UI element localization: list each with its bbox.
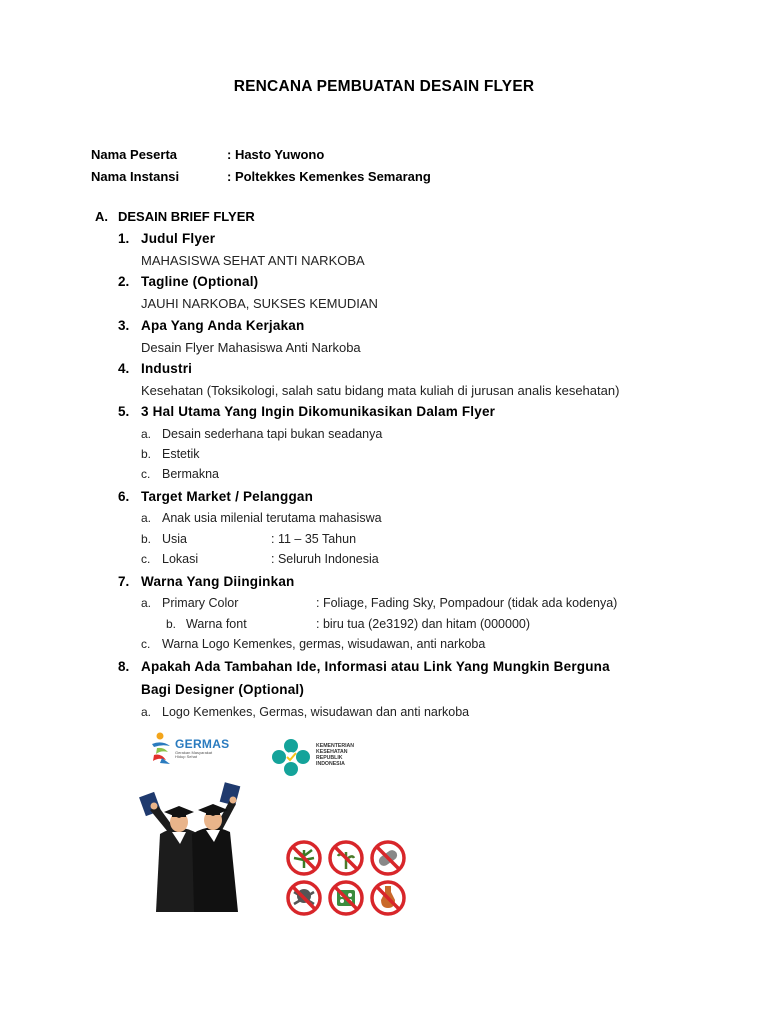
sub-value: : Foliage, Fading Sky, Pompadour (tidak ada kodenya)	[316, 596, 618, 610]
item-heading: Target Market / Pelanggan	[141, 489, 314, 504]
sub-letter: a.	[141, 705, 152, 719]
sub-letter: a.	[141, 511, 152, 525]
sub-text: Primary Color	[162, 596, 239, 610]
germas-wordmark: GERMAS	[175, 737, 230, 751]
item-text: Kesehatan (Toksikologi, salah satu bidang mata kuliah di jurusan analis kesehatan)	[141, 383, 620, 398]
item-heading: Apakah Ada Tambahan Ide, Informasi atau Link Yang Mungkin Berguna	[141, 659, 610, 674]
item-number: 4.	[118, 361, 130, 376]
participant-label: Nama Peserta	[91, 147, 177, 162]
sub-letter: a.	[141, 596, 152, 610]
item-text: JAUHI NARKOBA, SUKSES KEMUDIAN	[141, 296, 378, 311]
prohibit-tablets-icon	[330, 882, 362, 914]
sub-text: Estetik	[162, 447, 200, 461]
sub-value: : Seluruh Indonesia	[271, 552, 379, 566]
item-heading: Tagline (Optional)	[141, 274, 259, 289]
sub-text: Bermakna	[162, 467, 219, 481]
prohibit-bottle-icon	[372, 882, 404, 914]
item-number: 2.	[118, 274, 130, 289]
item-heading: Industri	[141, 361, 193, 376]
institution-label: Nama Instansi	[91, 169, 180, 184]
germas-tagline: Gerakan Masyarakat Hidup Sehat	[175, 750, 213, 759]
sub-text: Anak usia milenial terutama mahasiswa	[162, 511, 382, 525]
sub-letter: b.	[141, 532, 152, 546]
sub-letter: a.	[141, 427, 152, 441]
item-number: 1.	[118, 231, 130, 246]
germas-logo	[148, 730, 248, 766]
sub-text: Lokasi	[162, 552, 199, 566]
graduates-icon	[138, 770, 256, 912]
participant-value: : Hasto Yuwono	[227, 147, 325, 162]
prohibit-plant-icon	[330, 842, 362, 874]
item-heading-continued: Bagi Designer (Optional)	[141, 682, 305, 697]
section-title: DESAIN BRIEF FLYER	[118, 209, 255, 224]
item-number: 6.	[118, 489, 130, 504]
prohibit-skull-icon	[288, 882, 320, 914]
sub-value: : 11 – 35 Tahun	[271, 532, 357, 546]
item-number: 7.	[118, 574, 130, 589]
kemenkes-text: KEMENTERIAN KESEHATAN REPUBLIK INDONESIA	[316, 743, 355, 767]
sub-value: : biru tua (2e3192) dan hitam (000000)	[316, 617, 531, 631]
section-letter: A.	[95, 209, 108, 224]
item-text: Desain Flyer Mahasiswa Anti Narkoba	[141, 340, 361, 355]
anti-narkoba-signs	[284, 838, 410, 918]
prohibit-cannabis-icon	[288, 842, 320, 874]
graduates-illustration	[138, 770, 256, 912]
kemenkes-logo	[270, 738, 370, 778]
item-heading: Judul Flyer	[141, 231, 216, 246]
item-text: MAHASISWA SEHAT ANTI NARKOBA	[141, 253, 365, 268]
item-number: 5.	[118, 404, 130, 419]
sub-text: Desain sederhana tapi bukan seadanya	[162, 427, 383, 441]
prohibit-pill-icon	[372, 842, 404, 874]
item-number: 8.	[118, 659, 130, 674]
sub-letter: b.	[141, 447, 152, 461]
kemenkes-emblem-icon	[270, 738, 312, 778]
sub-letter: c.	[141, 637, 151, 651]
document-title: RENCANA PEMBUATAN DESAIN FLYER	[233, 78, 535, 95]
item-heading: Warna Yang Diinginkan	[141, 574, 295, 589]
item-heading: 3 Hal Utama Yang Ingin Dikomunikasikan Dalam Flyer	[141, 404, 496, 419]
item-heading: Apa Yang Anda Kerjakan	[141, 318, 305, 333]
sub-letter: c.	[141, 552, 151, 566]
sub-letter: b.	[166, 617, 177, 631]
sub-text: Logo Kemenkes, Germas, wisudawan dan anti narkoba	[162, 705, 470, 719]
sub-text: Warna Logo Kemenkes, germas, wisudawan, anti narkoba	[162, 637, 486, 651]
sub-text: Warna font	[186, 617, 247, 631]
sub-text: Usia	[162, 532, 188, 546]
item-number: 3.	[118, 318, 130, 333]
institution-value: : Poltekkes Kemenkes Semarang	[227, 169, 431, 184]
sub-letter: c.	[141, 467, 151, 481]
